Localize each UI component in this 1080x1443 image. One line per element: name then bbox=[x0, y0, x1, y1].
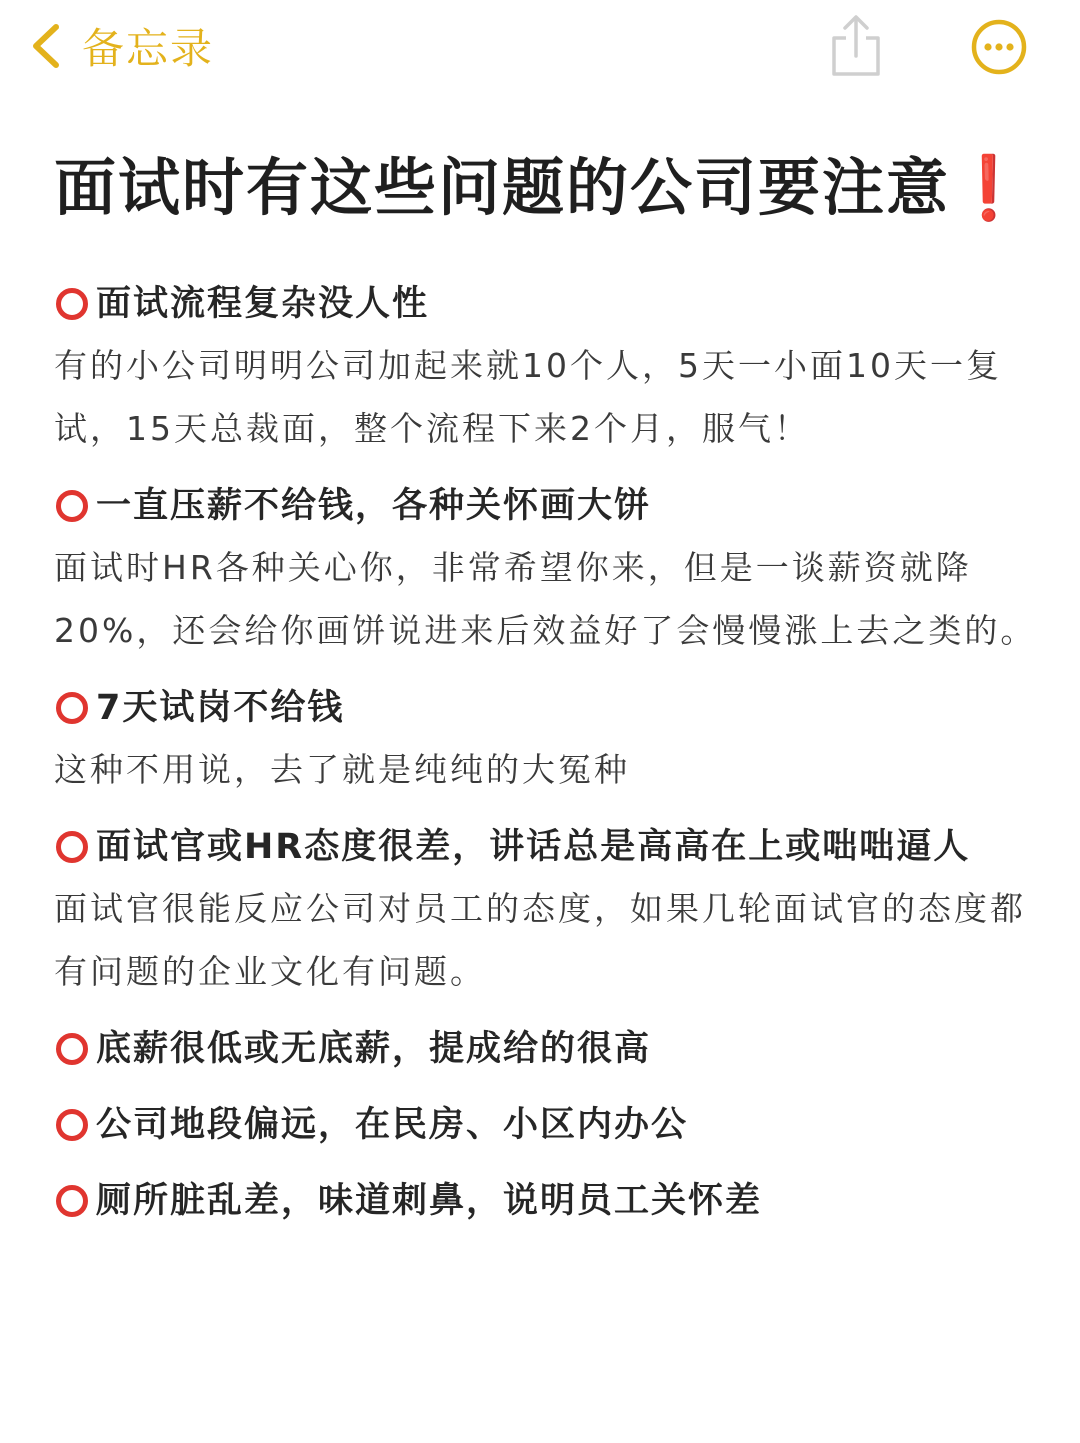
note-content[interactable] bbox=[54, 140, 1044, 1231]
note-title-text: 面试时有这些问题的公司要注意 bbox=[54, 151, 951, 224]
red-circle-icon bbox=[56, 1109, 88, 1141]
section-heading bbox=[54, 274, 1044, 334]
note-title bbox=[54, 140, 1044, 236]
chevron-left-icon bbox=[28, 21, 64, 71]
section-heading bbox=[54, 1171, 1044, 1231]
section-heading-text: 厕所脏乱差，味道刺鼻，说明员工关怀差 bbox=[96, 1181, 763, 1221]
exclamation-icon: ❗ bbox=[950, 151, 1030, 224]
top-bar bbox=[0, 0, 1080, 100]
section-heading bbox=[54, 1095, 1044, 1155]
note-section bbox=[54, 678, 1044, 801]
note-section bbox=[54, 1019, 1044, 1079]
ellipsis-circle-icon bbox=[970, 18, 1028, 76]
note-section bbox=[54, 817, 1044, 1003]
section-heading-text: 底薪很低或无底薪，提成给的很高 bbox=[96, 1029, 652, 1069]
note-section bbox=[54, 274, 1044, 460]
red-circle-icon bbox=[56, 288, 88, 320]
more-button[interactable] bbox=[970, 18, 1028, 76]
red-circle-icon bbox=[56, 692, 88, 724]
section-heading-text: 面试官或HR态度很差，讲话总是高高在上或咄咄逼人 bbox=[96, 827, 971, 867]
section-heading-text: 7天试岗不给钱 bbox=[96, 688, 345, 728]
section-heading bbox=[54, 817, 1044, 877]
section-body: 有的小公司明明公司加起来就10个人，5天一小面10天一复试，15天总裁面，整个流程下来2个月，服气！ bbox=[54, 346, 1002, 448]
section-heading-text: 面试流程复杂没人性 bbox=[96, 284, 430, 324]
red-circle-icon bbox=[56, 490, 88, 522]
section-heading-text: 公司地段偏远，在民房、小区内办公 bbox=[96, 1105, 689, 1145]
share-button[interactable] bbox=[828, 12, 884, 78]
section-heading-text: 一直压薪不给钱，各种关怀画大饼 bbox=[96, 486, 652, 526]
section-body: 面试时HR各种关心你，非常希望你来，但是一谈薪资就降20%，还会给你画饼说进来后效益好了会慢慢涨上去之类的。 bbox=[54, 548, 1037, 650]
note-section bbox=[54, 1171, 1044, 1231]
section-heading bbox=[54, 1019, 1044, 1079]
note-section bbox=[54, 1095, 1044, 1155]
section-heading bbox=[54, 476, 1044, 536]
section-body: 这种不用说，去了就是纯纯的大冤种 bbox=[54, 750, 630, 789]
red-circle-icon bbox=[56, 831, 88, 863]
section-body: 面试官很能反应公司对员工的态度，如果几轮面试官的态度都有问题的企业文化有问题。 bbox=[54, 889, 1026, 991]
share-icon bbox=[828, 12, 884, 78]
back-label: 备忘录 bbox=[82, 24, 215, 73]
red-circle-icon bbox=[56, 1033, 88, 1065]
note-section bbox=[54, 476, 1044, 662]
section-heading bbox=[54, 678, 1044, 738]
red-circle-icon bbox=[56, 1185, 88, 1217]
back-button[interactable] bbox=[28, 16, 214, 76]
